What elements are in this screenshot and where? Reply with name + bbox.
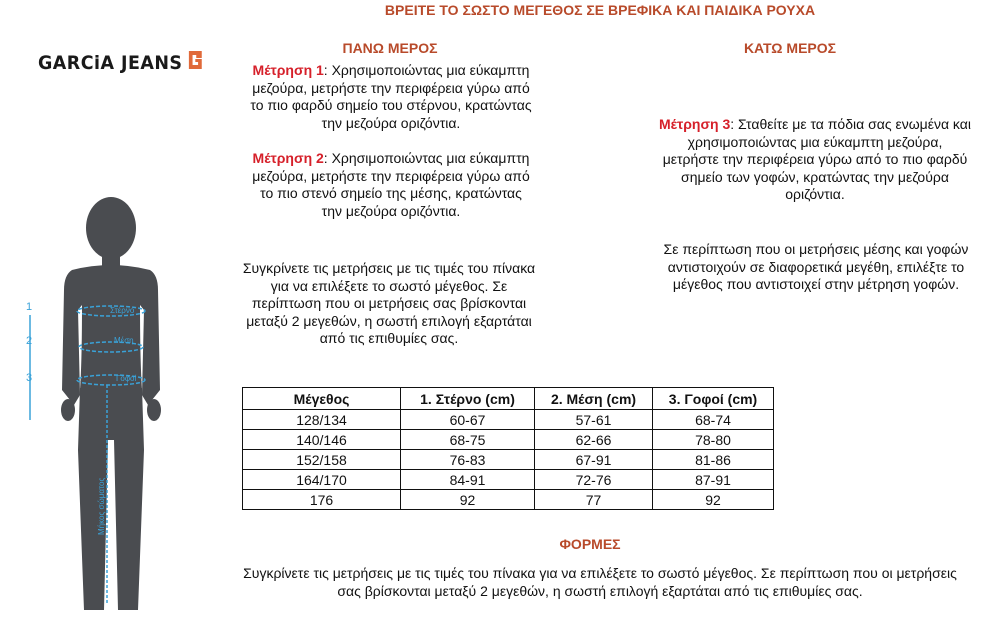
shapes-heading: ΦΟΡΜΕΣ bbox=[559, 536, 621, 552]
table-row bbox=[243, 430, 774, 450]
garcia-g-logo-icon bbox=[188, 50, 203, 75]
table-cell: 81-86 bbox=[653, 450, 774, 470]
table-cell: 72-76 bbox=[535, 470, 653, 490]
lower-note-text: Σε περίπτωση που οι μετρήσεις μέσης και γοφών αντιστοιχούν σε διαφορετικά μεγέθη, επιλέξτε το μέγεθος που αντιστοιχεί στην μέτρηση γοφών. bbox=[663, 241, 969, 292]
table-cell: 87-91 bbox=[653, 470, 774, 490]
figure-label-hips: Γοφοί bbox=[116, 374, 137, 383]
table-cell: 67-91 bbox=[535, 450, 653, 470]
table-cell: 84-91 bbox=[401, 470, 535, 490]
brand-logo bbox=[38, 50, 203, 75]
table-cell: 176 bbox=[243, 490, 401, 510]
table-cell: 152/158 bbox=[243, 450, 401, 470]
table-cell: 62-66 bbox=[535, 430, 653, 450]
table-header-row bbox=[243, 388, 774, 410]
table-cell: 76-83 bbox=[401, 450, 535, 470]
table-cell: 68-75 bbox=[401, 430, 535, 450]
table-cell: 128/134 bbox=[243, 410, 401, 430]
table-cell: 57-61 bbox=[535, 410, 653, 430]
measurement-3-text bbox=[658, 116, 972, 204]
table-row bbox=[243, 450, 774, 470]
shapes-text: Συγκρίνετε τις μετρήσεις με τις τιμές του πίνακα για να επιλέξετε το σωστό μέγεθος. Σε περίπτωση που οι μετρήσεις σας βρίσκονται μεταξύ 2 μεγεθών, η σωστή επιλογή εξαρτάται από τις επιθυμίες σας. bbox=[243, 565, 957, 599]
table-cell: 68-74 bbox=[653, 410, 774, 430]
figure-label-height: Μήκος σώματος bbox=[97, 477, 106, 535]
size-table bbox=[242, 387, 774, 510]
header-chest: 1. Στέρνο (cm) bbox=[401, 388, 535, 410]
header-hips: 3. Γοφοί (cm) bbox=[653, 388, 774, 410]
table-row bbox=[243, 470, 774, 490]
table-cell: 60-67 bbox=[401, 410, 535, 430]
page-title: ΒΡΕΙΤΕ ΤΟ ΣΩΣΤΟ ΜΕΓΕΘΟΣ ΣΕ ΒΡΕΦΙΚΑ ΚΑΙ ΠΑΙΔΙΚΑ ΡΟΥΧΑ bbox=[384, 2, 816, 18]
measurement-2-description: : Χρησιμοποιώντας μια εύκαμπτη μεζούρα, μετρήστε την περιφέρεια γύρω από το πιο στενό σημείο της μέσης, κρατώντας την μεζούρα οριζόντια. bbox=[252, 150, 530, 219]
measurement-1-text bbox=[250, 62, 532, 132]
figure-number-3: 3 bbox=[26, 372, 33, 384]
upper-body-heading: ΠΑΝΩ ΜΕΡΟΣ bbox=[342, 40, 438, 56]
body-measurement-figure bbox=[20, 190, 180, 620]
header-size: Μέγεθος bbox=[243, 388, 401, 410]
figure-number-1: 1 bbox=[26, 301, 33, 313]
lower-body-heading: ΚΑΤΩ ΜΕΡΟΣ bbox=[743, 40, 837, 56]
upper-compare-text: Συγκρίνετε τις μετρήσεις με τις τιμές του πίνακα για να επιλέξετε το σωστό μέγεθος. Σε περίπτωση που οι μετρήσεις σας βρίσκονται μεταξύ 2 μεγεθών, η σωστή επιλογή εξαρτάται από τις επιθυμίες σας. bbox=[242, 260, 536, 346]
measurement-1-description: : Χρησιμοποιώντας μια εύκαμπτη μεζούρα, μετρήστε την περιφέρεια γύρω από το πιο φαρδύ σημείο του στέρνου, κρατώντας την μεζούρα οριζόντια. bbox=[250, 62, 532, 131]
table-cell: 78-80 bbox=[653, 430, 774, 450]
table-cell: 164/170 bbox=[243, 470, 401, 490]
table-row bbox=[243, 490, 774, 510]
measurement-3-description: : Σταθείτε με τα πόδια σας ενωμένα και χρησιμοποιώντας μια εύκαμπτη μεζούρα, μετρήστε την περιφέρεια γύρω από το πιο φαρδύ σημείο των γοφών, κρατώντας την μεζούρα οριζόντια. bbox=[662, 116, 971, 202]
figure-label-chest: Στέρνο bbox=[110, 306, 135, 315]
table-cell: 92 bbox=[653, 490, 774, 510]
table-cell: 77 bbox=[535, 490, 653, 510]
measurement-3-label: Μέτρηση 3 bbox=[659, 116, 731, 132]
figure-number-2: 2 bbox=[26, 335, 33, 347]
table-cell: 92 bbox=[401, 490, 535, 510]
figure-label-waist: Μέση bbox=[114, 336, 134, 345]
measurement-2-text bbox=[250, 150, 532, 220]
measurement-1-label: Μέτρηση 1 bbox=[252, 62, 324, 78]
table-cell: 140/146 bbox=[243, 430, 401, 450]
table-row bbox=[243, 410, 774, 430]
measurement-2-label: Μέτρηση 2 bbox=[252, 150, 324, 166]
header-waist: 2. Μέση (cm) bbox=[535, 388, 653, 410]
brand-name: GARCiA JEANS bbox=[38, 51, 183, 74]
